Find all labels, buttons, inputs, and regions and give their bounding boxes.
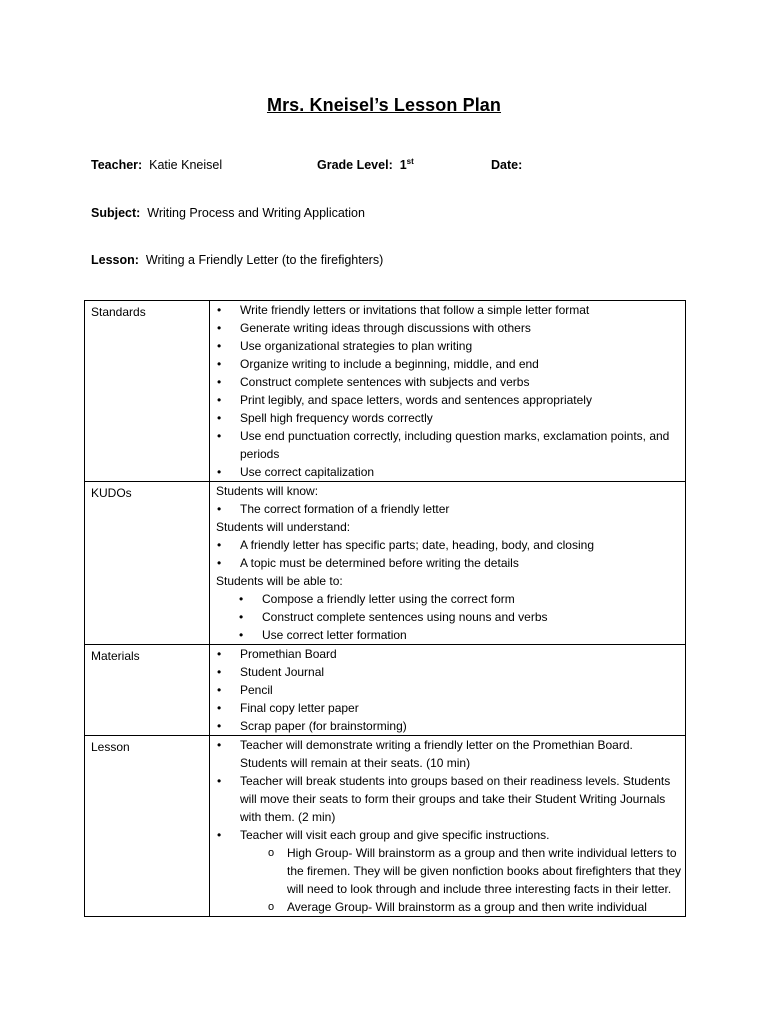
- list-item: • Generate writing ideas through discussions with others: [216, 319, 681, 337]
- materials-content: [210, 645, 686, 736]
- subject-value: Writing Process and Writing Application: [147, 206, 365, 220]
- lesson-list: [216, 736, 681, 844]
- list-item: • Student Journal: [216, 663, 681, 681]
- standards-list: [216, 301, 681, 481]
- list-item: • Pencil: [216, 681, 681, 699]
- list-item: • Organize writing to include a beginning, middle, and end: [216, 355, 681, 373]
- page-title: Mrs. Kneisel’s Lesson Plan: [266, 95, 502, 115]
- materials-list: [216, 645, 681, 735]
- grade-value: 1: [399, 158, 407, 172]
- list-item: o High Group- Will brainstorm as a group and then write individual letters to the firemen. They will be given nonfiction books about firefighters that they will need to look through and include three interesting facts in their letter.: [216, 844, 681, 898]
- list-item: • Use correct capitalization: [216, 463, 681, 481]
- materials-label: Materials: [85, 645, 210, 736]
- teacher-label: Teacher:: [91, 158, 143, 172]
- lesson-label-cell: Lesson: [85, 736, 210, 917]
- list-item: • Promethian Board: [216, 645, 681, 663]
- list-item: • Teacher will demonstrate writing a friendly letter on the Promethian Board. Students will remain at their seats. (10 min): [216, 736, 681, 772]
- kudos-know-list: [216, 500, 681, 518]
- kudos-understand-list: [216, 536, 681, 572]
- list-item: • Teacher will break students into groups based on their readiness levels. Students will move their seats to form their groups and take their Student Writing Journals with them. (2 min): [216, 772, 681, 826]
- list-item: • A friendly letter has specific parts; date, heading, body, and closing: [216, 536, 681, 554]
- kudos-understand-heading: Students will understand:: [216, 520, 351, 534]
- list-item: • Spell high frequency words correctly: [216, 409, 681, 427]
- standards-content: [210, 301, 686, 482]
- table-row-materials: [85, 645, 686, 736]
- table-row-kudos: [85, 482, 686, 645]
- list-item: • Construct complete sentences with subjects and verbs: [216, 373, 681, 391]
- header-row: [91, 157, 691, 173]
- table-row-standards: [85, 301, 686, 482]
- grade-field: [317, 157, 414, 173]
- kudos-able-list: [216, 590, 681, 644]
- list-item: • The correct formation of a friendly letter: [216, 500, 681, 518]
- subject-label: Subject:: [91, 206, 141, 220]
- kudos-know-heading: Students will know:: [216, 484, 319, 498]
- list-item: • Final copy letter paper: [216, 699, 681, 717]
- list-item: • Use end punctuation correctly, including question marks, exclamation points, and periods: [216, 427, 681, 463]
- grade-label: Grade Level:: [317, 158, 393, 172]
- lesson-sub-list: [216, 844, 681, 916]
- list-item: • Teacher will visit each group and give specific instructions.: [216, 826, 681, 844]
- list-item: • Write friendly letters or invitations that follow a simple letter format: [216, 301, 681, 319]
- lesson-content: [210, 736, 686, 917]
- teacher-field: [91, 157, 222, 173]
- teacher-value: Katie Kneisel: [149, 158, 223, 172]
- date-label: Date:: [491, 158, 523, 172]
- grade-suffix: st: [406, 157, 414, 166]
- kudos-content: [210, 482, 686, 645]
- list-item: • A topic must be determined before writing the details: [216, 554, 681, 572]
- lesson-plan-table: [84, 300, 686, 917]
- list-item: • Compose a friendly letter using the correct form: [216, 590, 681, 608]
- list-item: • Use correct letter formation: [216, 626, 681, 644]
- list-item: • Print legibly, and space letters, words and sentences appropriately: [216, 391, 681, 409]
- kudos-able-heading: Students will be able to:: [216, 574, 343, 588]
- list-item: • Use organizational strategies to plan writing: [216, 337, 681, 355]
- list-item: • Scrap paper (for brainstorming): [216, 717, 681, 735]
- lesson-value: Writing a Friendly Letter (to the firefighters): [145, 253, 384, 267]
- list-item: • Construct complete sentences using nouns and verbs: [216, 608, 681, 626]
- standards-label: Standards: [85, 301, 210, 482]
- subject-field: [91, 205, 365, 221]
- lesson-label: Lesson:: [91, 253, 139, 267]
- lesson-field: [91, 252, 383, 268]
- date-field: [491, 157, 522, 173]
- table-row-lesson: [85, 736, 686, 917]
- kudos-label: KUDOs: [85, 482, 210, 645]
- list-item: o Average Group- Will brainstorm as a group and then write individual: [216, 898, 681, 916]
